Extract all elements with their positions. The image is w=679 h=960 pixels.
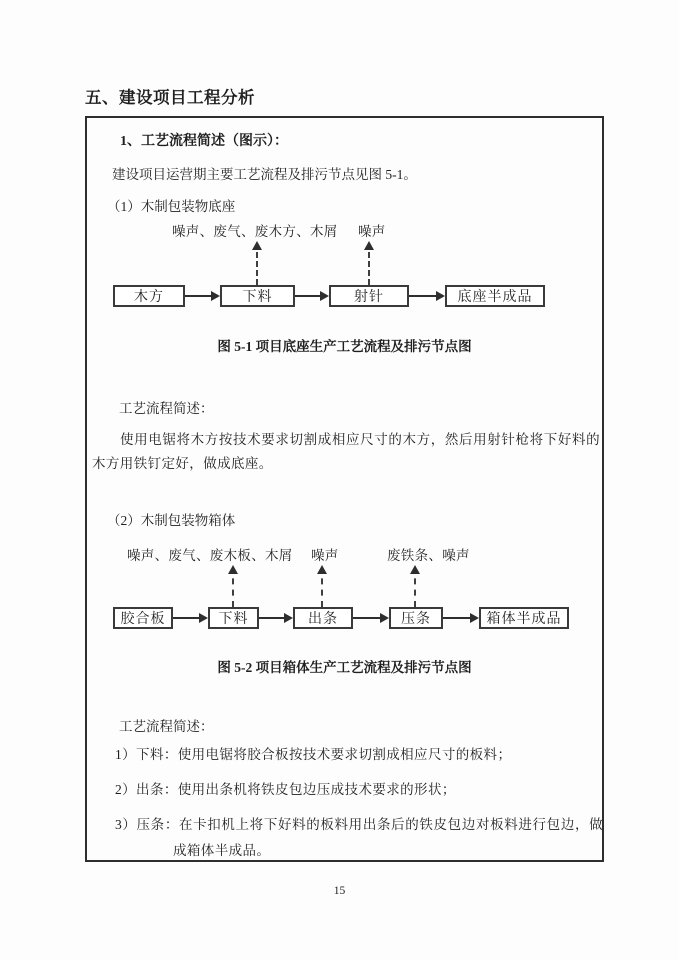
part2-steps-list bbox=[115, 742, 603, 873]
right-arrow-icon bbox=[259, 617, 291, 619]
step-item: 1）下料：使用电锯将胶合板按技术要求切割成相应尺寸的板料； bbox=[115, 747, 512, 762]
flow1-node-nailing: 射针 bbox=[329, 285, 409, 307]
right-arrow-icon bbox=[353, 617, 387, 619]
up-dashed-arrow-icon bbox=[256, 243, 258, 285]
part2-desc-label: 工艺流程简述： bbox=[119, 719, 214, 734]
flow2-node-product: 箱体半成品 bbox=[479, 607, 569, 629]
part1-title: （1）木制包装物底座 bbox=[107, 199, 236, 214]
content-border-box bbox=[85, 116, 604, 862]
up-dashed-arrow-icon bbox=[414, 567, 416, 607]
part2-title: （2）木制包装物箱体 bbox=[107, 513, 236, 528]
flow2-emission-label-3: 废铁条、噪声 bbox=[387, 548, 470, 563]
right-arrow-icon bbox=[185, 295, 218, 297]
right-arrow-icon bbox=[173, 617, 206, 619]
right-arrow-icon bbox=[409, 295, 443, 297]
page-number: 15 bbox=[333, 885, 346, 897]
flow2-node-strip: 出条 bbox=[293, 607, 353, 629]
flow2-node-cutting: 下料 bbox=[208, 607, 259, 629]
flow1-node-input: 木方 bbox=[113, 285, 185, 307]
figure1-caption: 图 5-1 项目底座生产工艺流程及排污节点图 bbox=[217, 339, 472, 354]
right-arrow-icon bbox=[295, 295, 327, 297]
figure2-caption: 图 5-2 项目箱体生产工艺流程及排污节点图 bbox=[217, 660, 472, 675]
up-dashed-arrow-icon bbox=[232, 567, 234, 607]
part1-desc-paragraph: 使用电锯将木方按技术要求切割成相应尺寸的木方，然后用射针枪将下好料的木方用铁钉定好，做成底座。 bbox=[92, 432, 600, 471]
step-item: 3）压条：在卡扣机上将下好料的板料用出条后的铁皮包边对板料进行包边，做成箱体半成品。 bbox=[115, 817, 603, 858]
flow2-node-press: 压条 bbox=[389, 607, 443, 629]
section-subtitle: 1、工艺流程简述（图示）： bbox=[120, 134, 288, 149]
step-item: 2）出条：使用出条机将铁皮包边压成技术要求的形状； bbox=[115, 782, 456, 797]
flow2-emission-label-2: 噪声 bbox=[311, 548, 339, 563]
flow2-emission-label-1: 噪声、废气、废木板、木屑 bbox=[127, 548, 293, 563]
flow2-node-input: 胶合板 bbox=[113, 607, 173, 629]
up-dashed-arrow-icon bbox=[368, 243, 370, 285]
flow1-emission-label-2: 噪声 bbox=[358, 224, 386, 239]
part1-desc-label: 工艺流程简述： bbox=[119, 401, 214, 416]
flow1-node-product: 底座半成品 bbox=[445, 285, 545, 307]
flow1-node-cutting: 下料 bbox=[220, 285, 295, 307]
flow1-emission-label-1: 噪声、废气、废木方、木屑 bbox=[172, 224, 338, 239]
up-dashed-arrow-icon bbox=[321, 567, 323, 607]
page-title: 五、建设项目工程分析 bbox=[85, 88, 255, 107]
intro-text: 建设项目运营期主要工艺流程及排污节点见图 5-1。 bbox=[112, 167, 417, 182]
right-arrow-icon bbox=[443, 617, 477, 619]
